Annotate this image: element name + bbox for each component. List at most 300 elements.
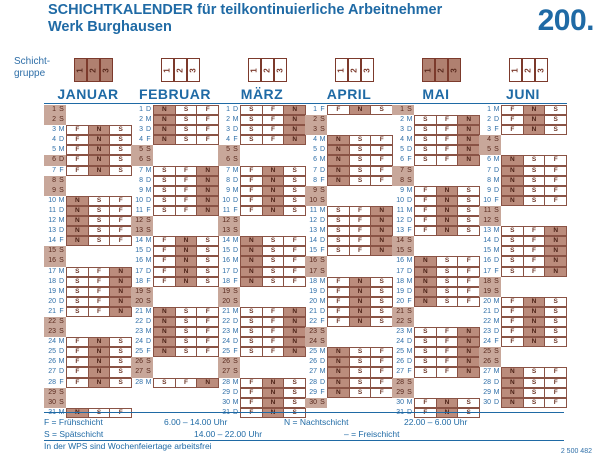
- shift-cell[interactable]: F: [66, 166, 88, 176]
- shift-cell[interactable]: S: [370, 307, 393, 317]
- table-row[interactable]: [131, 357, 219, 367]
- shift-cell[interactable]: F: [262, 105, 284, 115]
- shift-cell[interactable]: N: [457, 125, 480, 135]
- table-row[interactable]: [44, 307, 132, 317]
- shift-cell[interactable]: F: [327, 297, 349, 307]
- shift-cell[interactable]: N: [240, 246, 262, 256]
- table-row[interactable]: [44, 196, 132, 206]
- shift-cell[interactable]: N: [327, 155, 349, 165]
- shift-cell[interactable]: F: [349, 226, 371, 236]
- shift-cell[interactable]: S: [240, 327, 262, 337]
- table-row[interactable]: [218, 246, 306, 256]
- shift-cell[interactable]: N: [88, 347, 110, 357]
- shift-cell[interactable]: S: [523, 155, 545, 165]
- shift-cell[interactable]: F: [66, 347, 88, 357]
- table-row[interactable]: [131, 246, 219, 256]
- shift-cell[interactable]: S: [349, 166, 371, 176]
- shift-cell[interactable]: F: [196, 135, 219, 145]
- shift-cell[interactable]: N: [436, 226, 458, 236]
- shift-cell[interactable]: S: [523, 398, 545, 408]
- shift-cell[interactable]: N: [349, 297, 371, 307]
- table-row[interactable]: [392, 186, 480, 196]
- shift-cell[interactable]: F: [66, 135, 88, 145]
- shift-cell[interactable]: F: [88, 267, 110, 277]
- shift-cell[interactable]: F: [436, 347, 458, 357]
- shift-cell[interactable]: S: [262, 236, 284, 246]
- shift-cell[interactable]: F: [175, 186, 197, 196]
- table-row[interactable]: [305, 267, 393, 277]
- shift-cell[interactable]: N: [544, 267, 567, 277]
- shift-cell[interactable]: S: [66, 277, 88, 287]
- shift-cell[interactable]: N: [457, 145, 480, 155]
- shift-cell[interactable]: F: [349, 206, 371, 216]
- table-row[interactable]: [305, 166, 393, 176]
- shift-cell[interactable]: N: [501, 176, 523, 186]
- shift-cell[interactable]: F: [414, 206, 436, 216]
- shift-cell[interactable]: F: [544, 398, 567, 408]
- shift-cell[interactable]: S: [109, 378, 132, 388]
- shift-cell[interactable]: N: [88, 135, 110, 145]
- table-row[interactable]: [44, 176, 132, 186]
- shift-cell[interactable]: F: [523, 246, 545, 256]
- shift-cell[interactable]: F: [327, 307, 349, 317]
- shift-cell[interactable]: F: [196, 327, 219, 337]
- shift-cell[interactable]: N: [501, 166, 523, 176]
- shift-cell[interactable]: S: [436, 277, 458, 287]
- table-row[interactable]: [218, 226, 306, 236]
- shift-cell[interactable]: N: [501, 378, 523, 388]
- shift-cell[interactable]: N: [109, 307, 132, 317]
- shift-cell[interactable]: S: [501, 236, 523, 246]
- table-row[interactable]: [218, 287, 306, 297]
- shift-cell[interactable]: F: [66, 145, 88, 155]
- shift-cell[interactable]: N: [414, 256, 436, 266]
- shift-cell[interactable]: F: [196, 115, 219, 125]
- shift-cell[interactable]: N: [153, 347, 175, 357]
- shift-cell[interactable]: N: [370, 236, 393, 246]
- shift-cell[interactable]: F: [327, 105, 349, 115]
- shift-cell[interactable]: S: [175, 327, 197, 337]
- table-row[interactable]: [218, 388, 306, 398]
- table-row[interactable]: [392, 388, 480, 398]
- shift-cell[interactable]: S: [414, 337, 436, 347]
- shift-cell[interactable]: S: [109, 135, 132, 145]
- shift-cell[interactable]: N: [153, 105, 175, 115]
- table-row[interactable]: [44, 236, 132, 246]
- shift-cell[interactable]: N: [153, 115, 175, 125]
- table-row[interactable]: [479, 347, 567, 357]
- shift-cell[interactable]: S: [414, 327, 436, 337]
- shift-cell[interactable]: N: [240, 256, 262, 266]
- shift-cell[interactable]: F: [436, 145, 458, 155]
- shift-cell[interactable]: N: [153, 125, 175, 135]
- shift-cell[interactable]: S: [66, 267, 88, 277]
- shift-cell[interactable]: S: [109, 367, 132, 377]
- shift-cell[interactable]: S: [414, 347, 436, 357]
- table-row[interactable]: [44, 166, 132, 176]
- table-row[interactable]: [305, 105, 393, 115]
- shift-cell[interactable]: F: [414, 216, 436, 226]
- shift-cell[interactable]: N: [66, 206, 88, 216]
- shift-cell[interactable]: S: [196, 246, 219, 256]
- table-row[interactable]: [44, 317, 132, 327]
- table-row[interactable]: [479, 327, 567, 337]
- shift-cell[interactable]: N: [153, 135, 175, 145]
- shift-cell[interactable]: N: [457, 115, 480, 125]
- shift-cell[interactable]: N: [175, 277, 197, 287]
- table-row[interactable]: [44, 226, 132, 236]
- table-row[interactable]: [305, 367, 393, 377]
- shift-cell[interactable]: F: [109, 226, 132, 236]
- shift-cell[interactable]: F: [370, 155, 393, 165]
- shift-cell[interactable]: N: [436, 216, 458, 226]
- shift-cell[interactable]: F: [88, 287, 110, 297]
- table-row[interactable]: [392, 166, 480, 176]
- table-row[interactable]: [479, 388, 567, 398]
- table-row[interactable]: [218, 155, 306, 165]
- shift-cell[interactable]: F: [544, 196, 567, 206]
- table-row[interactable]: [479, 105, 567, 115]
- shift-cell[interactable]: N: [283, 307, 306, 317]
- shift-cell[interactable]: S: [327, 226, 349, 236]
- shift-cell[interactable]: F: [544, 367, 567, 377]
- table-row[interactable]: [479, 307, 567, 317]
- shift-cell[interactable]: S: [544, 125, 567, 135]
- shift-cell[interactable]: F: [501, 317, 523, 327]
- shift-cell[interactable]: F: [240, 388, 262, 398]
- shift-cell[interactable]: F: [262, 125, 284, 135]
- shift-cell[interactable]: S: [283, 398, 306, 408]
- shift-cell[interactable]: F: [349, 236, 371, 246]
- shift-cell[interactable]: S: [196, 267, 219, 277]
- shift-cell[interactable]: N: [544, 226, 567, 236]
- shift-cell[interactable]: N: [196, 176, 219, 186]
- shift-cell[interactable]: F: [153, 277, 175, 287]
- table-row[interactable]: [305, 135, 393, 145]
- shift-cell[interactable]: S: [240, 135, 262, 145]
- shift-cell[interactable]: N: [501, 388, 523, 398]
- shift-cell[interactable]: S: [196, 256, 219, 266]
- table-row[interactable]: [44, 267, 132, 277]
- shift-cell[interactable]: N: [523, 125, 545, 135]
- table-row[interactable]: [305, 388, 393, 398]
- shift-cell[interactable]: S: [523, 186, 545, 196]
- shift-cell[interactable]: S: [262, 246, 284, 256]
- shift-cell[interactable]: S: [457, 216, 480, 226]
- shift-cell[interactable]: S: [283, 166, 306, 176]
- table-row[interactable]: [44, 398, 132, 408]
- shift-cell[interactable]: S: [88, 226, 110, 236]
- shift-cell[interactable]: S: [153, 166, 175, 176]
- shift-cell[interactable]: F: [349, 216, 371, 226]
- table-row[interactable]: [131, 145, 219, 155]
- table-row[interactable]: [131, 297, 219, 307]
- shift-cell[interactable]: F: [457, 287, 480, 297]
- shift-cell[interactable]: S: [523, 388, 545, 398]
- shift-cell[interactable]: N: [109, 267, 132, 277]
- table-row[interactable]: [44, 357, 132, 367]
- table-row[interactable]: [479, 337, 567, 347]
- shift-cell[interactable]: N: [196, 206, 219, 216]
- table-row[interactable]: [479, 186, 567, 196]
- table-row[interactable]: [44, 297, 132, 307]
- table-row[interactable]: [218, 236, 306, 246]
- shift-cell[interactable]: S: [544, 317, 567, 327]
- shift-cell[interactable]: S: [414, 145, 436, 155]
- shift-cell[interactable]: S: [109, 125, 132, 135]
- shift-cell[interactable]: S: [88, 236, 110, 246]
- shift-cell[interactable]: F: [262, 337, 284, 347]
- shift-cell[interactable]: F: [66, 337, 88, 347]
- shift-cell[interactable]: N: [262, 176, 284, 186]
- table-row[interactable]: [305, 216, 393, 226]
- table-row[interactable]: [392, 145, 480, 155]
- shift-cell[interactable]: N: [240, 236, 262, 246]
- shift-cell[interactable]: S: [109, 166, 132, 176]
- shift-cell[interactable]: F: [327, 317, 349, 327]
- shift-cell[interactable]: F: [283, 246, 306, 256]
- shift-cell[interactable]: N: [109, 287, 132, 297]
- shift-cell[interactable]: N: [523, 337, 545, 347]
- shift-cell[interactable]: F: [240, 206, 262, 216]
- table-row[interactable]: [131, 176, 219, 186]
- table-row[interactable]: [479, 115, 567, 125]
- shift-cell[interactable]: N: [88, 378, 110, 388]
- table-row[interactable]: [305, 186, 393, 196]
- table-row[interactable]: [479, 287, 567, 297]
- shift-cell[interactable]: S: [501, 256, 523, 266]
- shift-cell[interactable]: S: [88, 206, 110, 216]
- table-row[interactable]: [479, 216, 567, 226]
- table-row[interactable]: [305, 145, 393, 155]
- shift-cell[interactable]: S: [153, 176, 175, 186]
- table-row[interactable]: [479, 398, 567, 408]
- shift-cell[interactable]: F: [544, 378, 567, 388]
- shift-cell[interactable]: N: [262, 186, 284, 196]
- shift-cell[interactable]: N: [349, 105, 371, 115]
- shift-cell[interactable]: F: [436, 115, 458, 125]
- shift-cell[interactable]: N: [349, 277, 371, 287]
- shift-cell[interactable]: S: [414, 357, 436, 367]
- table-row[interactable]: [131, 287, 219, 297]
- shift-cell[interactable]: N: [196, 186, 219, 196]
- table-row[interactable]: [479, 226, 567, 236]
- table-row[interactable]: [44, 186, 132, 196]
- shift-cell[interactable]: N: [370, 216, 393, 226]
- table-row[interactable]: [479, 125, 567, 135]
- table-row[interactable]: [392, 246, 480, 256]
- shift-cell[interactable]: F: [436, 125, 458, 135]
- shift-cell[interactable]: S: [283, 378, 306, 388]
- shift-cell[interactable]: N: [88, 357, 110, 367]
- shift-cell[interactable]: N: [414, 277, 436, 287]
- shift-cell[interactable]: F: [66, 367, 88, 377]
- shift-cell[interactable]: S: [240, 115, 262, 125]
- table-row[interactable]: [305, 347, 393, 357]
- shift-cell[interactable]: S: [283, 206, 306, 216]
- shift-cell[interactable]: F: [436, 367, 458, 377]
- shift-cell[interactable]: F: [109, 236, 132, 246]
- shift-cell[interactable]: F: [196, 347, 219, 357]
- table-row[interactable]: [392, 226, 480, 236]
- shift-cell[interactable]: S: [153, 186, 175, 196]
- shift-cell[interactable]: N: [262, 196, 284, 206]
- table-row[interactable]: [44, 367, 132, 377]
- table-row[interactable]: [392, 347, 480, 357]
- shift-cell[interactable]: S: [523, 176, 545, 186]
- table-row[interactable]: [305, 297, 393, 307]
- shift-cell[interactable]: F: [240, 196, 262, 206]
- shift-cell[interactable]: S: [436, 287, 458, 297]
- table-row[interactable]: [218, 337, 306, 347]
- table-row[interactable]: [479, 206, 567, 216]
- table-row[interactable]: [392, 256, 480, 266]
- table-row[interactable]: [131, 135, 219, 145]
- table-row[interactable]: [305, 357, 393, 367]
- table-row[interactable]: [479, 196, 567, 206]
- table-row[interactable]: [305, 256, 393, 266]
- shift-cell[interactable]: F: [153, 267, 175, 277]
- shift-cell[interactable]: N: [283, 115, 306, 125]
- table-row[interactable]: [218, 125, 306, 135]
- table-row[interactable]: [131, 317, 219, 327]
- shift-cell[interactable]: S: [544, 115, 567, 125]
- shift-cell[interactable]: N: [349, 307, 371, 317]
- shift-cell[interactable]: F: [523, 226, 545, 236]
- shift-cell[interactable]: F: [175, 166, 197, 176]
- table-row[interactable]: [392, 307, 480, 317]
- shift-cell[interactable]: N: [283, 327, 306, 337]
- table-row[interactable]: [479, 267, 567, 277]
- table-row[interactable]: [392, 105, 480, 115]
- shift-cell[interactable]: S: [196, 277, 219, 287]
- shift-cell[interactable]: N: [414, 297, 436, 307]
- shift-cell[interactable]: F: [370, 388, 393, 398]
- shift-cell[interactable]: S: [436, 267, 458, 277]
- table-row[interactable]: [479, 135, 567, 145]
- shift-cell[interactable]: F: [109, 206, 132, 216]
- shift-cell[interactable]: S: [88, 216, 110, 226]
- table-row[interactable]: [479, 378, 567, 388]
- table-row[interactable]: [218, 145, 306, 155]
- table-row[interactable]: [305, 196, 393, 206]
- table-row[interactable]: [305, 327, 393, 337]
- table-row[interactable]: [44, 347, 132, 357]
- shift-cell[interactable]: N: [436, 196, 458, 206]
- shift-cell[interactable]: S: [370, 317, 393, 327]
- table-row[interactable]: [305, 176, 393, 186]
- shift-cell[interactable]: S: [283, 186, 306, 196]
- shift-cell[interactable]: F: [175, 206, 197, 216]
- shift-cell[interactable]: N: [283, 337, 306, 347]
- shift-cell[interactable]: N: [457, 327, 480, 337]
- table-row[interactable]: [131, 155, 219, 165]
- table-row[interactable]: [392, 367, 480, 377]
- shift-cell[interactable]: S: [370, 105, 393, 115]
- shift-cell[interactable]: F: [66, 155, 88, 165]
- shift-cell[interactable]: F: [109, 216, 132, 226]
- shift-cell[interactable]: N: [457, 367, 480, 377]
- shift-cell[interactable]: F: [349, 246, 371, 256]
- table-row[interactable]: [44, 277, 132, 287]
- shift-cell[interactable]: N: [262, 378, 284, 388]
- shift-cell[interactable]: N: [349, 287, 371, 297]
- table-row[interactable]: [305, 206, 393, 216]
- table-row[interactable]: [44, 105, 132, 115]
- table-row[interactable]: [218, 317, 306, 327]
- table-row[interactable]: [479, 236, 567, 246]
- shift-cell[interactable]: N: [283, 135, 306, 145]
- shift-cell[interactable]: N: [262, 398, 284, 408]
- shift-cell[interactable]: F: [240, 398, 262, 408]
- shift-cell[interactable]: S: [349, 145, 371, 155]
- table-row[interactable]: [218, 327, 306, 337]
- shift-cell[interactable]: N: [544, 236, 567, 246]
- shift-cell[interactable]: N: [109, 297, 132, 307]
- table-row[interactable]: [392, 297, 480, 307]
- shift-cell[interactable]: S: [66, 307, 88, 317]
- table-row[interactable]: [479, 256, 567, 266]
- shift-cell[interactable]: F: [262, 327, 284, 337]
- table-row[interactable]: [131, 307, 219, 317]
- table-row[interactable]: [218, 267, 306, 277]
- shift-cell[interactable]: S: [196, 236, 219, 246]
- shift-cell[interactable]: S: [109, 347, 132, 357]
- shift-cell[interactable]: F: [501, 115, 523, 125]
- table-row[interactable]: [218, 206, 306, 216]
- shift-cell[interactable]: S: [153, 378, 175, 388]
- shift-cell[interactable]: F: [501, 327, 523, 337]
- shift-cell[interactable]: S: [501, 226, 523, 236]
- shift-cell[interactable]: F: [501, 105, 523, 115]
- shift-cell[interactable]: F: [370, 176, 393, 186]
- table-row[interactable]: [131, 196, 219, 206]
- shift-cell[interactable]: F: [240, 186, 262, 196]
- shift-cell[interactable]: N: [523, 327, 545, 337]
- shift-cell[interactable]: S: [523, 166, 545, 176]
- table-row[interactable]: [131, 267, 219, 277]
- shift-cell[interactable]: F: [66, 125, 88, 135]
- shift-cell[interactable]: S: [175, 105, 197, 115]
- shift-cell[interactable]: S: [414, 125, 436, 135]
- table-row[interactable]: [479, 317, 567, 327]
- shift-cell[interactable]: S: [283, 196, 306, 206]
- table-row[interactable]: [44, 125, 132, 135]
- shift-cell[interactable]: F: [544, 176, 567, 186]
- shift-cell[interactable]: N: [457, 337, 480, 347]
- shift-cell[interactable]: F: [66, 378, 88, 388]
- shift-cell[interactable]: N: [370, 226, 393, 236]
- shift-cell[interactable]: N: [153, 327, 175, 337]
- shift-cell[interactable]: S: [349, 388, 371, 398]
- table-row[interactable]: [218, 166, 306, 176]
- shift-cell[interactable]: S: [523, 196, 545, 206]
- table-row[interactable]: [218, 186, 306, 196]
- shift-cell[interactable]: N: [175, 236, 197, 246]
- shift-cell[interactable]: F: [327, 277, 349, 287]
- table-row[interactable]: [392, 206, 480, 216]
- shift-cell[interactable]: S: [349, 367, 371, 377]
- shift-cell[interactable]: S: [175, 337, 197, 347]
- shift-cell[interactable]: F: [544, 388, 567, 398]
- shift-cell[interactable]: S: [544, 105, 567, 115]
- shift-cell[interactable]: N: [262, 166, 284, 176]
- shift-cell[interactable]: N: [196, 196, 219, 206]
- shift-cell[interactable]: F: [436, 357, 458, 367]
- shift-cell[interactable]: F: [88, 297, 110, 307]
- shift-cell[interactable]: F: [501, 125, 523, 135]
- shift-cell[interactable]: F: [175, 378, 197, 388]
